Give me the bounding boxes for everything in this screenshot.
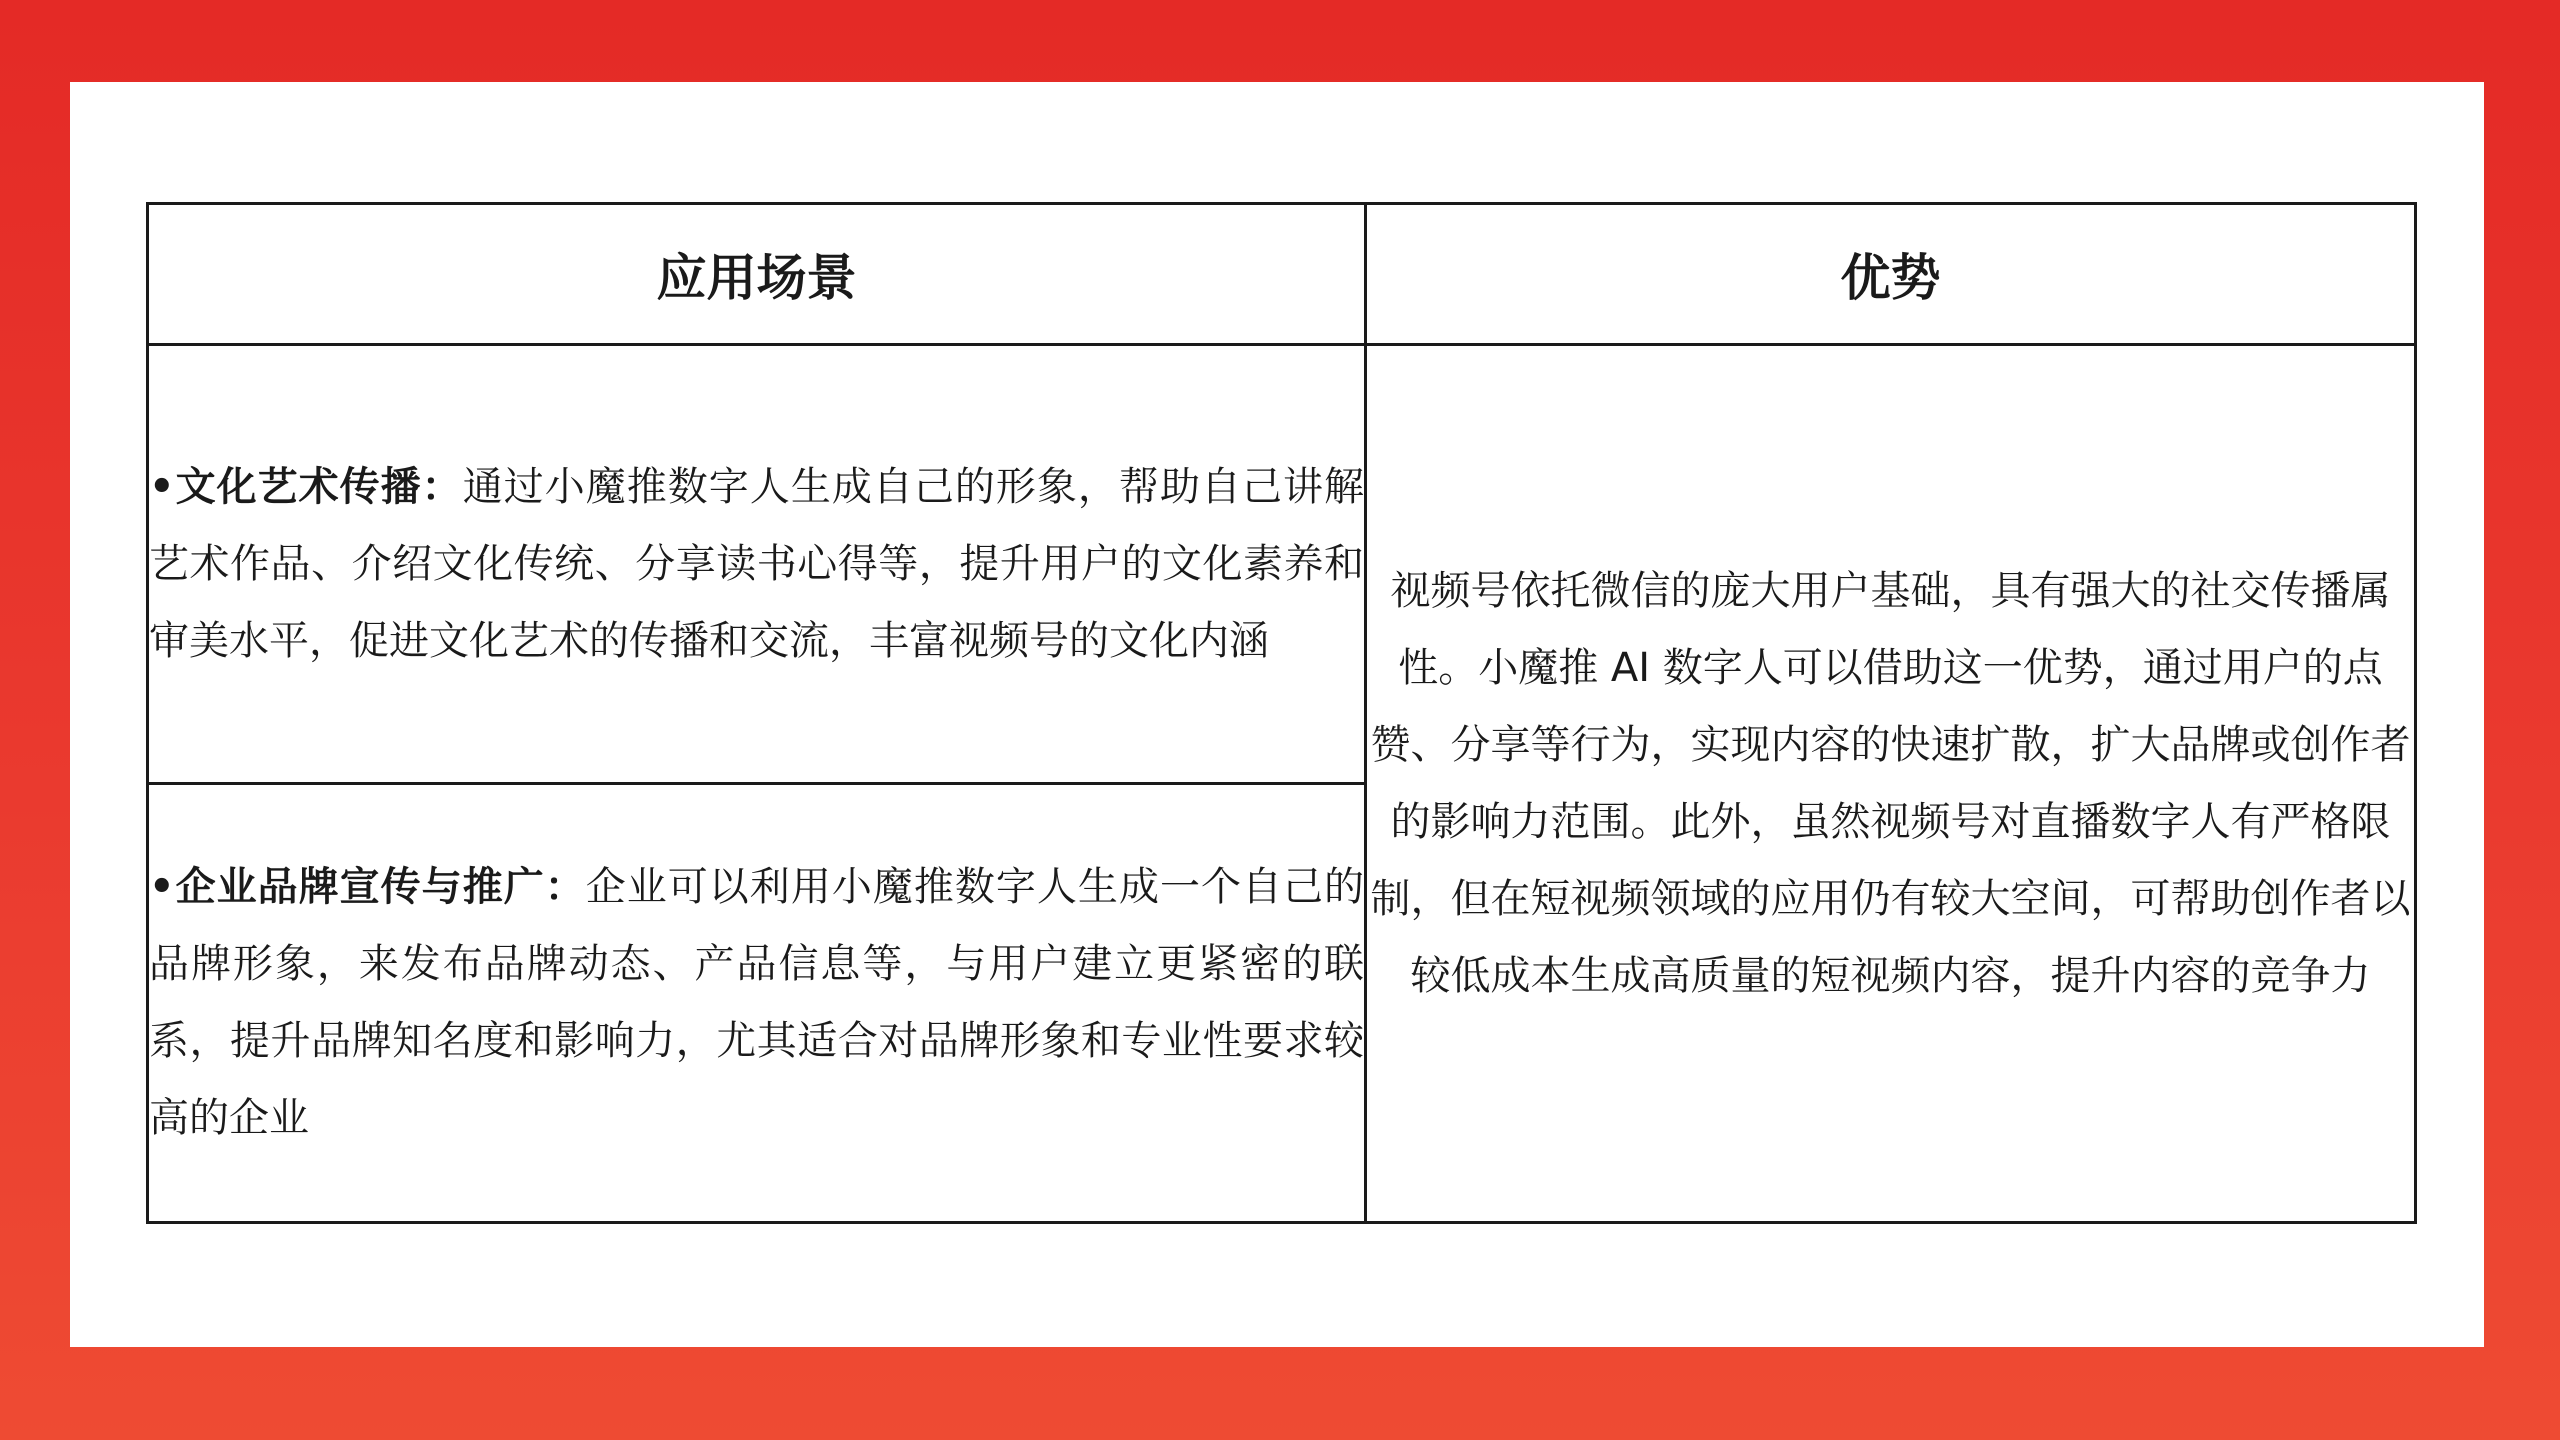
scene-paragraph: [149, 449, 1364, 680]
comparison-table: [146, 202, 2417, 1224]
bullet-icon: •: [149, 463, 175, 510]
table-header-row: [148, 204, 2416, 345]
header-advantage: 优势: [1366, 204, 2416, 345]
scene-title: 企业品牌宣传与推广：: [174, 864, 586, 910]
scene-paragraph: [149, 849, 1364, 1157]
advantage-cell: [1366, 345, 2416, 1223]
scene-title: 文化艺术传播：: [174, 463, 463, 510]
table-row: [148, 345, 2416, 784]
scene-cell-culture: [148, 345, 1366, 784]
scene-text: 企业可以利用小魔推数字人生成一个自己的品牌形象，来发布品牌动态、产品信息等，与用户建立更紧密的联系，提升品牌知名度和影响力，尤其适合对品牌形象和专业性要求较高的企业: [149, 864, 1365, 1141]
bullet-icon: •: [149, 864, 175, 910]
scene-cell-brand: [148, 784, 1366, 1223]
header-scene: 应用场景: [148, 204, 1366, 345]
advantage-text: 视频号依托微信的庞大用户基础，具有强大的社交传播属性。小魔推 AI 数字人可以借助这一优势，通过用户的点赞、分享等行为，实现内容的快速扩散，扩大品牌或创作者的影响力范围。此外，虽然视频号对直播数字人有严格限制，但在短视频领域的应用仍有较大空间，可帮助创作者以较低成本生成高质量的短视频内容，提升内容的竞争力: [1370, 567, 2411, 999]
content-panel: [70, 82, 2484, 1347]
scene-text: 通过小魔推数字人生成自己的形象，帮助自己讲解艺术作品、介绍文化传统、分享读书心得等，提升用户的文化素养和审美水平，促进文化艺术的传播和交流，丰富视频号的文化内涵: [149, 463, 1365, 664]
